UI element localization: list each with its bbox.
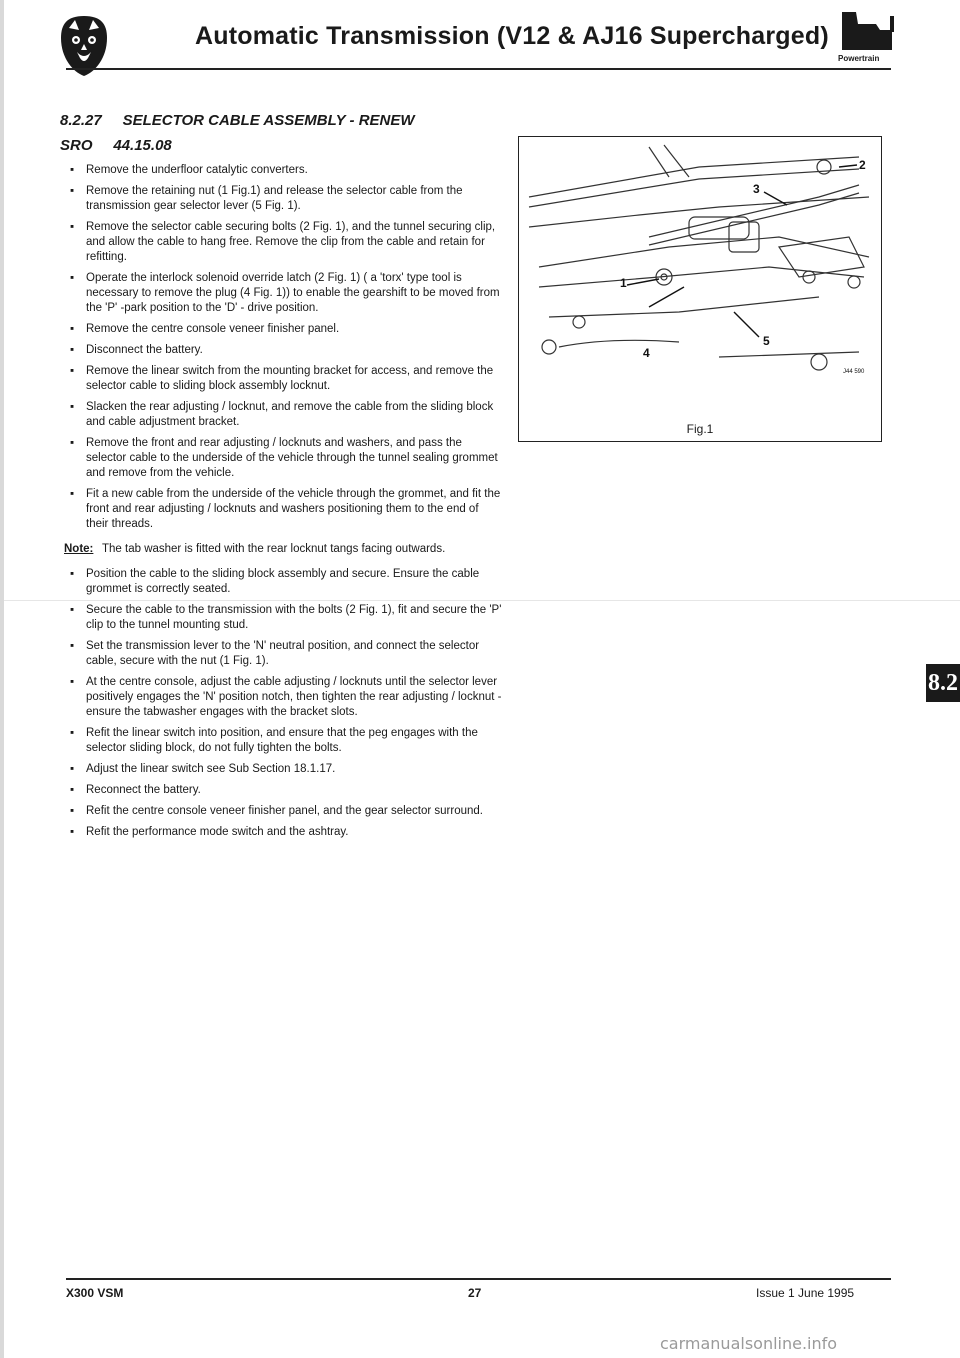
section-heading	[60, 112, 415, 129]
sro-code: 44.15.08	[113, 137, 172, 154]
powertrain-label: Powertrain	[838, 54, 880, 63]
bullet-icon: ▪	[70, 488, 75, 500]
bullet-icon: ▪	[70, 344, 75, 356]
bullet-icon: ▪	[70, 272, 75, 284]
list-item: ▪ Slacken the rear adjusting / locknut, and remove the cable from the sliding block and cable adjustment bracket.	[70, 401, 494, 428]
note-text: The tab washer is fitted with the rear locknut tangs facing outwards.	[102, 543, 446, 555]
bullet-icon: ▪	[70, 727, 75, 739]
bullet-icon: ▪	[70, 676, 75, 688]
bullet-icon: ▪	[70, 640, 75, 652]
footer-divider	[66, 1278, 891, 1280]
page-header-title: Automatic Transmission (V12 & AJ16 Supercharged)	[195, 22, 829, 50]
bullet-icon: ▪	[70, 805, 75, 817]
list-item: ▪ Remove the centre console veneer finisher panel.	[70, 323, 340, 335]
note-label: Note:	[64, 543, 94, 555]
sro-label: SRO	[60, 137, 93, 154]
note	[64, 542, 504, 557]
figure-1	[518, 136, 882, 442]
footer-issue: Issue 1 June 1995	[756, 1286, 855, 1300]
bullet-icon: ▪	[70, 763, 75, 775]
list-item: ▪ Remove the selector cable securing bolts (2 Fig. 1), and the tunnel securing clip, and allow the cable to hang free. Remove the clip from the cable and retain for refitting.	[70, 221, 496, 263]
callout-1: 1	[620, 276, 627, 290]
sro-line	[60, 137, 172, 154]
list-item: ▪ Refit the linear switch into position, and ensure that the peg engages with the selector sliding block, do not fully tighten the bolts.	[70, 727, 478, 754]
selector-cable-diagram	[519, 137, 881, 417]
list-item: ▪ Adjust the linear switch see Sub Section 18.1.17.	[70, 763, 336, 775]
bullet-icon: ▪	[70, 185, 75, 197]
bullet-icon: ▪	[70, 323, 75, 335]
section-number: 8.2.27	[60, 112, 102, 129]
bullet-icon: ▪	[70, 604, 75, 616]
callout-5: 5	[763, 334, 770, 348]
footer-manual-code: X300 VSM	[66, 1286, 124, 1300]
watermark-link[interactable]: carmanualsonline.info	[660, 1334, 838, 1353]
list-item: ▪ Remove the retaining nut (1 Fig.1) and release the selector cable from the transmission gear selector lever (5 Fig. 1).	[70, 185, 463, 212]
list-item: ▪ Disconnect the battery.	[70, 344, 203, 356]
bullet-icon: ▪	[70, 568, 75, 580]
list-item: ▪ Fit a new cable from the underside of the vehicle through the grommet, and fit the front and rear adjusting / locknuts and washers positioning them to the end of their threads.	[70, 488, 501, 530]
header-divider	[66, 68, 891, 70]
list-item: ▪ Position the cable to the sliding block assembly and secure. Ensure the cable grommet is correctly seated.	[70, 568, 480, 595]
bullet-icon: ▪	[70, 784, 75, 796]
callout-3: 3	[753, 182, 760, 196]
bullet-icon: ▪	[70, 437, 75, 449]
bullet-icon: ▪	[70, 365, 75, 377]
procedure-steps	[64, 163, 504, 846]
list-item: ▪ Remove the front and rear adjusting / locknuts and washers, and pass the selector cable to the underside of the vehicle through the tunnel sealing grommet and remove from the vehicle.	[70, 437, 498, 479]
section-title: SELECTOR CABLE ASSEMBLY - RENEW	[122, 112, 415, 129]
list-item: ▪ Secure the cable to the transmission with the bolts (2 Fig. 1), fit and secure the 'P' clip to the tunnel mounting stud.	[70, 604, 502, 631]
list-item: ▪ At the centre console, adjust the cable adjusting / locknuts until the selector lever positively engages the 'N' position notch, then tighten the rear adjusting / locknut - ensure the tabwasher engages with the bracket slots.	[70, 676, 502, 718]
page-number: 27	[468, 1286, 482, 1300]
figure-ref-code: J44 590	[843, 369, 865, 375]
list-item: ▪ Remove the linear switch from the mounting bracket for access, and remove the selector cable to sliding block assembly locknut.	[70, 365, 494, 392]
callout-2: 2	[859, 158, 866, 172]
bullet-icon: ▪	[70, 221, 75, 233]
callout-4: 4	[643, 346, 650, 360]
figure-caption: Fig.1	[686, 422, 714, 436]
bullet-icon: ▪	[70, 401, 75, 413]
list-item: ▪ Reconnect the battery.	[70, 784, 201, 796]
section-tab: 8.2	[926, 664, 960, 702]
list-item: ▪ Set the transmission lever to the 'N' neutral position, and connect the selector cable, secure with the nut (1 Fig. 1).	[70, 640, 480, 667]
bullet-icon: ▪	[70, 164, 75, 176]
bullet-icon: ▪	[70, 826, 75, 838]
list-item: ▪ Refit the centre console veneer finisher panel, and the gear selector surround.	[70, 805, 483, 817]
list-item: ▪ Operate the interlock solenoid override latch (2 Fig. 1) ( a 'torx' type tool is necessary to remove the plug (4 Fig. 1)) to enable the gearshift to be moved from the 'P' -park position to the 'D' - drive position.	[70, 272, 500, 314]
scan-edge	[0, 0, 4, 1358]
list-item: ▪ Remove the underfloor catalytic converters.	[70, 164, 308, 176]
list-item: ▪ Refit the performance mode switch and the ashtray.	[70, 826, 349, 838]
